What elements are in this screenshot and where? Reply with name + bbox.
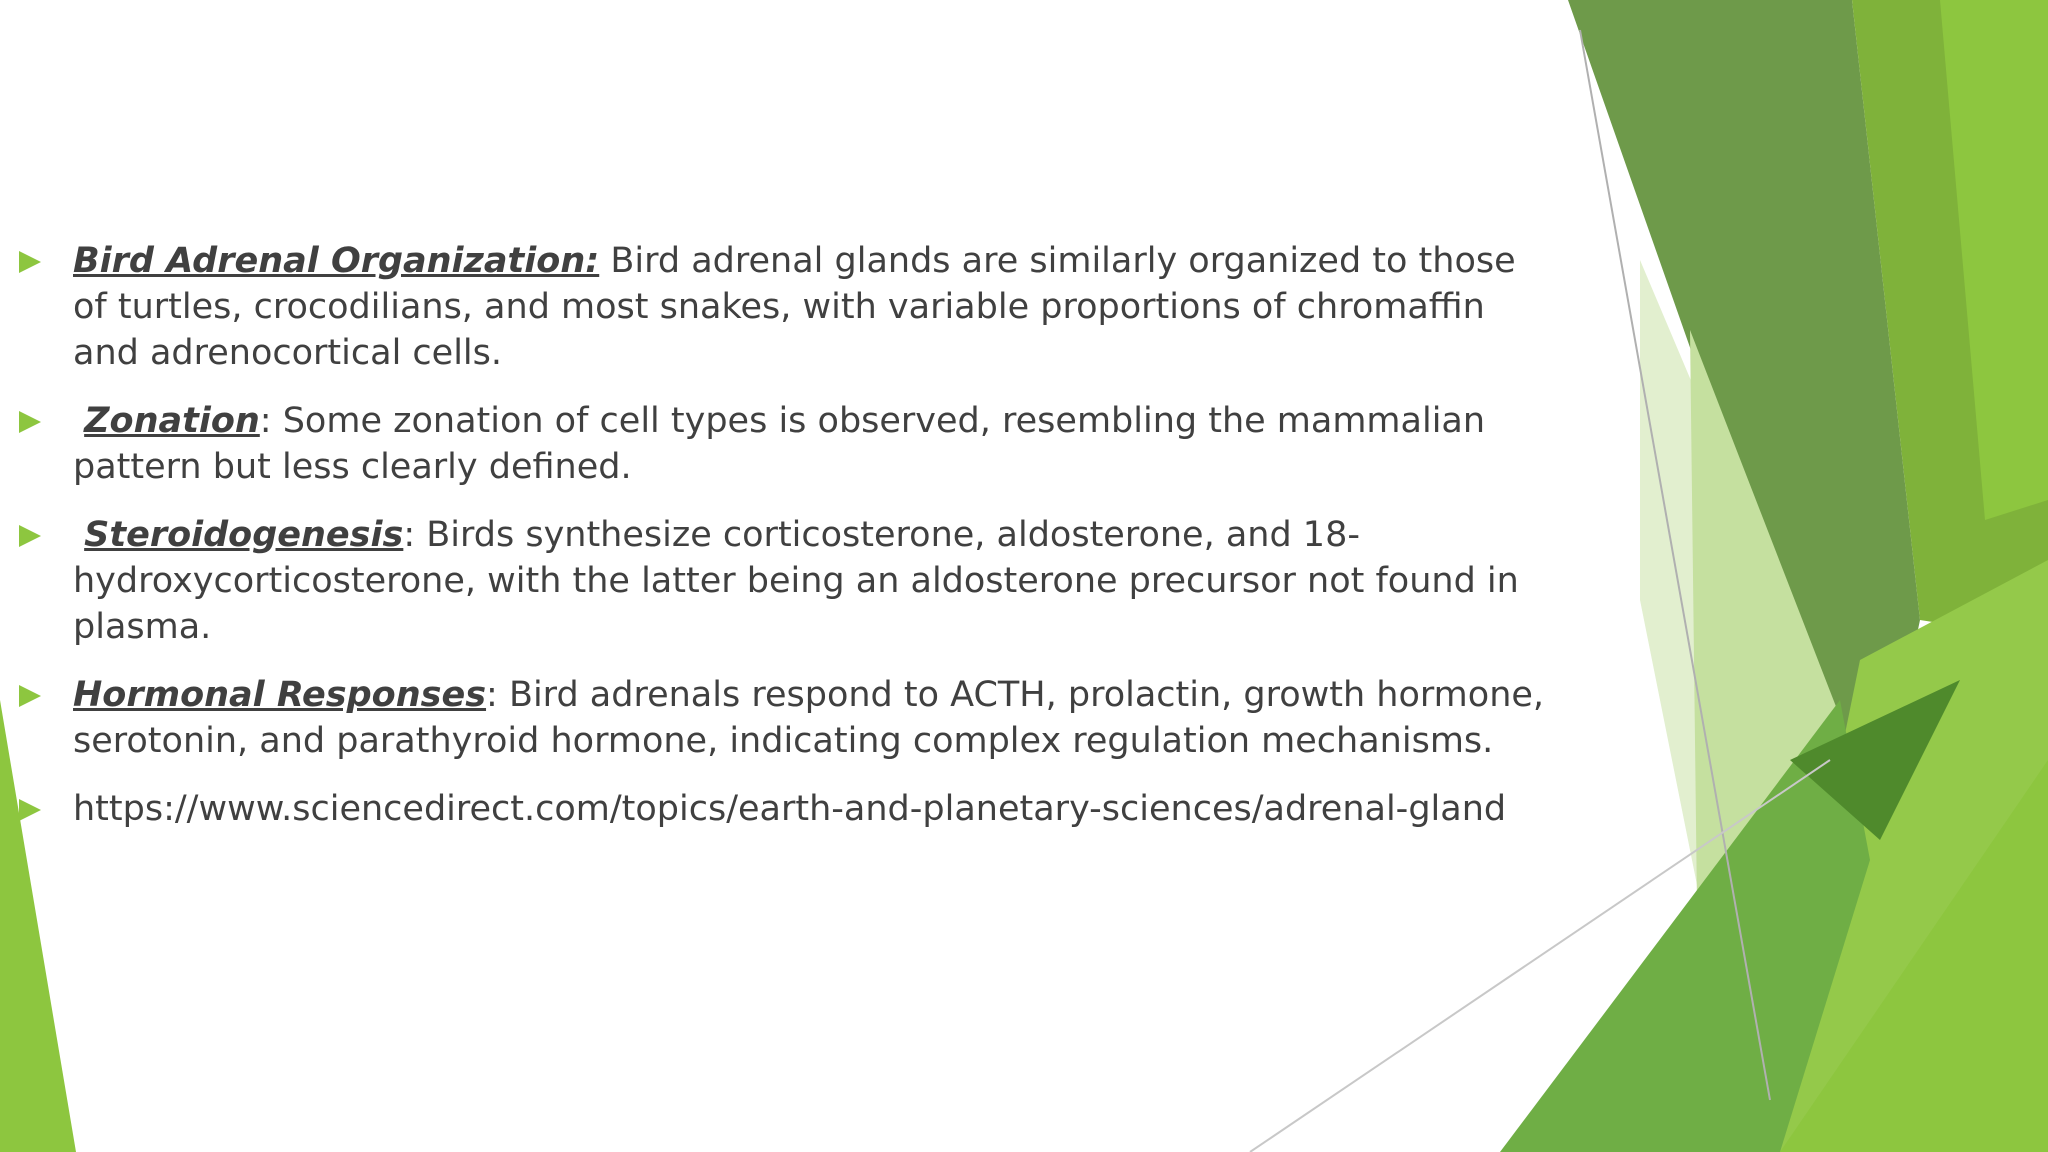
bullet-term: Hormonal Responses — [73, 675, 487, 715]
bullet-text: : Bird adrenals respond to ACTH, prolactin, growth hormone, serotonin, and parathyroid hormone, indicating complex regulation mechanisms. — [73, 675, 1545, 761]
bullet-hormonal-responses — [0, 672, 1560, 764]
bullet-bird-adrenal-organization — [0, 238, 1560, 376]
bullet-text: : Birds synthesize corticosterone, aldosterone, and 18-hydroxycorticosterone, with the latter being an aldosterone precursor not found in plasma. — [73, 515, 1519, 647]
bullet-arrow-icon — [19, 799, 41, 821]
bullet-term: Zonation — [84, 401, 260, 441]
bullet-arrow-icon — [19, 411, 41, 433]
bullet-list — [0, 238, 1560, 854]
bullet-steroidogenesis — [0, 512, 1560, 650]
bullet-text: : Some zonation of cell types is observed, resembling the mammalian pattern but less clearly defined. — [73, 401, 1486, 487]
bullet-arrow-icon — [19, 685, 41, 707]
bullet-text: Bird adrenal glands are similarly organized to those of turtles, crocodilians, and most snakes, with variable proportions of chromaffin and adrenocortical cells. — [73, 241, 1516, 373]
source-url-text: https://www.sciencedirect.com/topics/earth-and-planetary-sciences/adrenal-gland — [73, 789, 1507, 829]
bullet-arrow-icon — [19, 251, 41, 273]
bullet-term: Bird Adrenal Organization: — [73, 241, 600, 281]
bullet-arrow-icon — [19, 525, 41, 547]
bullet-term: Steroidogenesis — [84, 515, 404, 555]
bullet-zonation — [0, 398, 1560, 490]
bullet-lead-space — [73, 515, 84, 555]
bullet-lead-space — [73, 401, 84, 441]
bullet-source-link — [0, 786, 1560, 832]
